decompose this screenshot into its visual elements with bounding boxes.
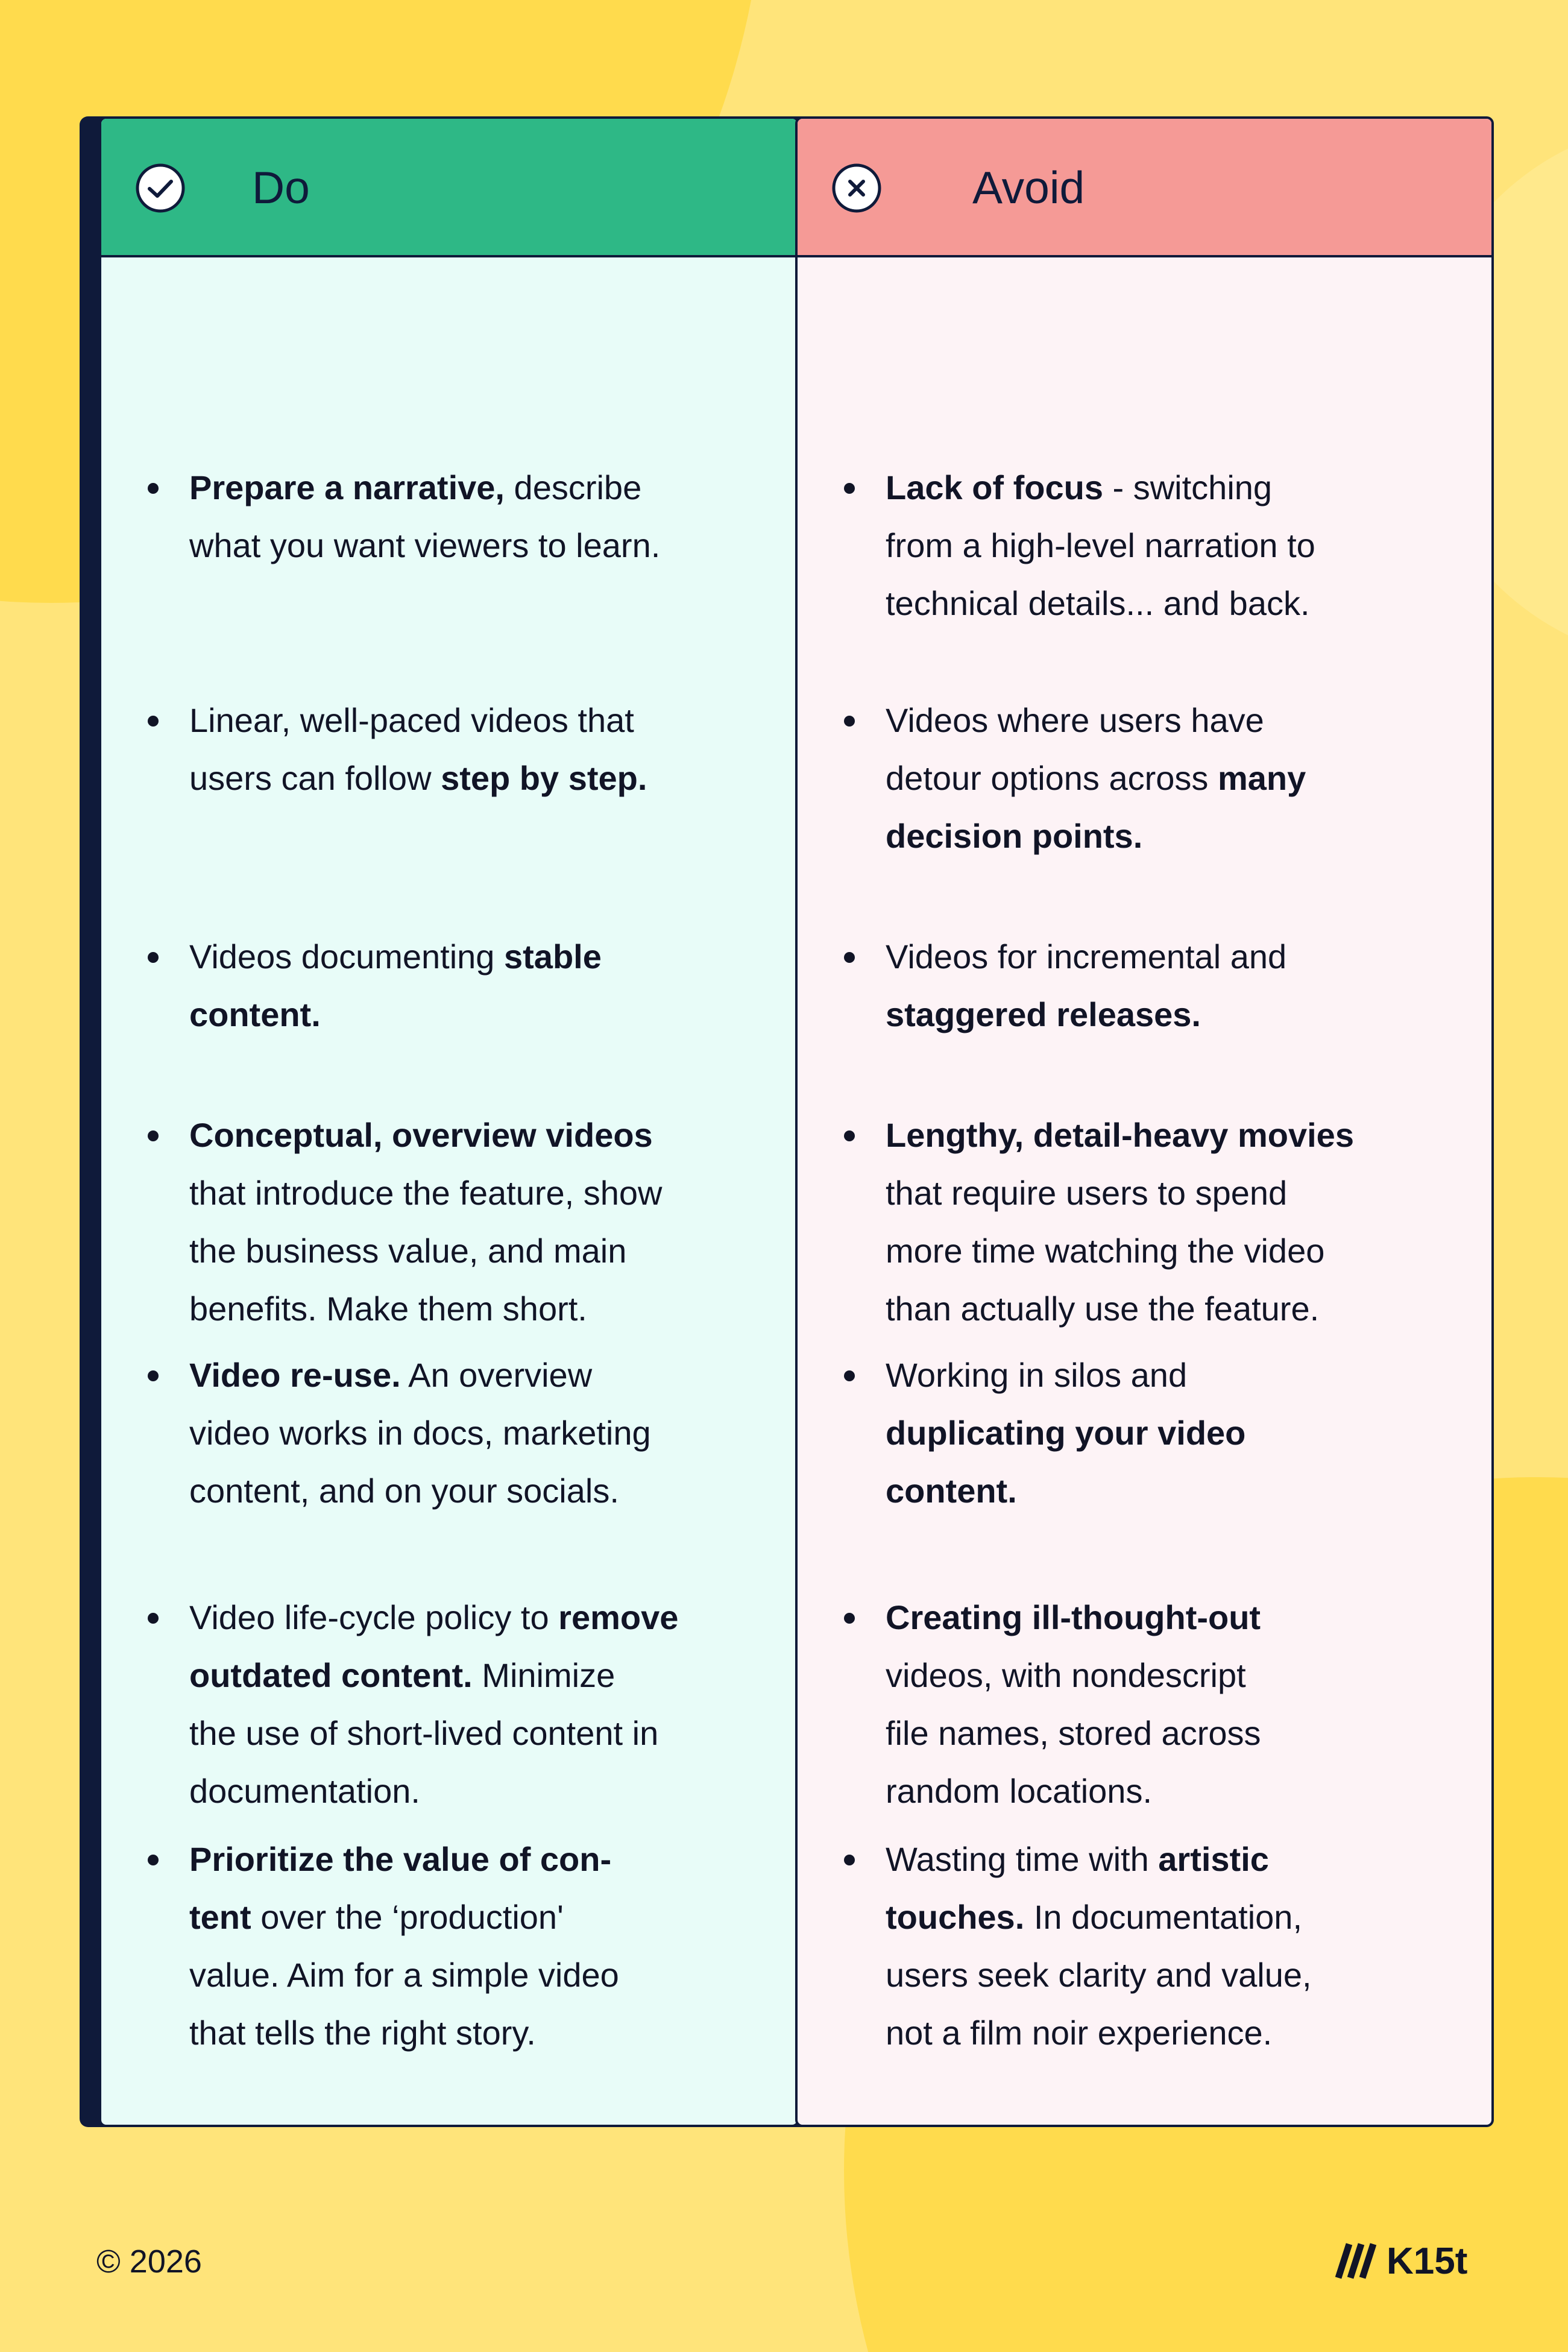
text: the business value, and main [189, 1232, 627, 1270]
bold-text: tent [189, 1898, 251, 1936]
list-item-line [189, 1346, 773, 1404]
bold-text: artistic [1158, 1840, 1269, 1878]
list-item-line [189, 459, 773, 517]
avoid-list-item [798, 1106, 1491, 1338]
text: than actually use the feature. [886, 1290, 1320, 1328]
text: what you want viewers to learn. [189, 526, 661, 564]
bullet-icon [148, 1370, 159, 1381]
list-item-line [886, 1404, 1467, 1462]
text: In documentation, [1024, 1898, 1303, 1936]
list-item-line [886, 1647, 1467, 1704]
bullet-icon [148, 952, 159, 963]
text: the use of short-lived content in [189, 1714, 659, 1752]
list-item-line [189, 1647, 773, 1704]
text: Wasting time with [886, 1840, 1159, 1878]
do-column [99, 116, 799, 2127]
bold-text: step by step. [441, 759, 647, 797]
text: random locations. [886, 1772, 1153, 1810]
text: An overview [400, 1356, 593, 1394]
bold-text: many [1217, 759, 1306, 797]
list-item-line [189, 1404, 773, 1462]
avoid-list-item [798, 1830, 1491, 2062]
do-list-item [101, 1589, 797, 1820]
list-item-line [189, 986, 773, 1044]
text: technical details... and back. [886, 584, 1310, 622]
text: more time watching the video [886, 1232, 1325, 1270]
list-item-line [189, 1946, 773, 2004]
do-list-item [101, 928, 797, 1044]
bold-text: staggered releases. [886, 995, 1201, 1033]
text: detour options across [886, 759, 1218, 797]
text: from a high-level narration to [886, 526, 1315, 564]
list-item-line [886, 749, 1467, 807]
bold-text: Prioritize the value of con- [189, 1840, 612, 1878]
list-item-line [189, 1222, 773, 1280]
avoid-list-item [798, 459, 1491, 632]
list-item-line [189, 1280, 773, 1338]
list-item-line [189, 1164, 773, 1222]
list-item-line [886, 517, 1467, 575]
list-item-line [886, 1762, 1467, 1820]
text: - switching [1103, 468, 1273, 506]
list-item-line [886, 1106, 1467, 1164]
do-list-item [101, 1346, 797, 1520]
bullet-icon [148, 483, 159, 494]
list-item-line [886, 575, 1467, 632]
do-list-item [101, 1830, 797, 2062]
list-item-line [886, 692, 1467, 749]
brand-logo [1333, 2238, 1467, 2284]
list-item-line [886, 1946, 1467, 2004]
text: benefits. Make them short. [189, 1290, 587, 1328]
avoid-list-item [798, 1589, 1491, 1820]
list-item-line [886, 1346, 1467, 1404]
list-item-line [886, 1589, 1467, 1647]
text: Linear, well-paced videos that [189, 701, 634, 739]
list-item-line [886, 928, 1467, 986]
bold-text: stable [504, 938, 602, 976]
bullet-icon [148, 1855, 159, 1865]
list-item-line [189, 1462, 773, 1520]
text: file names, stored across [886, 1714, 1261, 1752]
bold-text: Lengthy, detail-heavy movies [886, 1116, 1354, 1154]
text: over the ‘production' [251, 1898, 564, 1936]
avoid-column [795, 116, 1494, 2127]
text: videos, with nondescript [886, 1656, 1246, 1694]
list-item-line [189, 692, 773, 749]
avoid-list-item [798, 1346, 1491, 1520]
text: Videos where users have [886, 701, 1264, 739]
text: Videos for incremental and [886, 938, 1287, 976]
list-item-line [886, 459, 1467, 517]
avoid-column-title: Avoid [972, 162, 1085, 213]
text: not a film noir experience. [886, 2014, 1273, 2052]
text: Working in silos and [886, 1356, 1188, 1394]
list-item-line [189, 517, 773, 575]
bullet-icon [148, 1130, 159, 1141]
bold-text: touches. [886, 1898, 1025, 1936]
bold-text: Creating ill-thought-out [886, 1598, 1261, 1636]
text: content, and on your socials. [189, 1472, 619, 1510]
list-item-line [189, 1888, 773, 1946]
list-item-line [886, 1280, 1467, 1338]
bold-text: Prepare a narrative, [189, 468, 505, 506]
text: Minimize [472, 1656, 616, 1694]
bullet-icon [148, 716, 159, 727]
do-list-item [101, 459, 797, 575]
do-list-item [101, 692, 797, 807]
list-item-line [189, 1704, 773, 1762]
bullet-icon [844, 1613, 855, 1624]
list-item-line [886, 1164, 1467, 1222]
text: users seek clarity and value, [886, 1956, 1312, 1994]
list-item-line [189, 1589, 773, 1647]
list-item-line [189, 1830, 773, 1888]
text: Video life-cycle policy to [189, 1598, 559, 1636]
bold-text: Lack of focus [886, 468, 1103, 506]
bold-text: decision points. [886, 817, 1143, 855]
bold-text: duplicating your video [886, 1414, 1246, 1452]
text: that tells the right story. [189, 2014, 536, 2052]
bold-text: content. [189, 995, 321, 1033]
list-item-line [886, 1888, 1467, 1946]
bold-text: Video re-use. [189, 1356, 401, 1394]
text: that introduce the feature, show [189, 1174, 663, 1212]
bold-text: Conceptual, overview videos [189, 1116, 653, 1154]
check-circle-icon [135, 163, 186, 213]
do-column-title: Do [252, 162, 310, 213]
list-item-line [886, 1462, 1467, 1520]
bullet-icon [844, 716, 855, 727]
list-item-line [886, 1222, 1467, 1280]
text: that require users to spend [886, 1174, 1288, 1212]
avoid-column-header [798, 119, 1491, 257]
list-item-line [886, 986, 1467, 1044]
list-item-line [886, 807, 1467, 865]
x-circle-icon [831, 163, 882, 213]
avoid-list [798, 260, 1491, 2125]
list-item-line [886, 1704, 1467, 1762]
brand-name: K15t [1387, 2240, 1468, 2282]
bold-text: remove [558, 1598, 679, 1636]
text: users can follow [189, 759, 441, 797]
bold-text: outdated content. [189, 1656, 473, 1694]
bullet-icon [844, 1130, 855, 1141]
text: Videos documenting [189, 938, 504, 976]
bullet-icon [844, 483, 855, 494]
bullet-icon [844, 1855, 855, 1865]
list-item-line [189, 2004, 773, 2062]
avoid-list-item [798, 928, 1491, 1044]
text: documentation. [189, 1772, 420, 1810]
text: value. Aim for a simple video [189, 1956, 619, 1994]
list-item-line [189, 1762, 773, 1820]
do-column-header [101, 119, 797, 257]
list-item-line [886, 2004, 1467, 2062]
list-item-line [189, 749, 773, 807]
bullet-icon [844, 1370, 855, 1381]
do-list [101, 260, 797, 2125]
avoid-list-item [798, 692, 1491, 865]
bullet-icon [844, 952, 855, 963]
text: describe [504, 468, 642, 506]
list-item-line [886, 1830, 1467, 1888]
bold-text: content. [886, 1472, 1017, 1510]
text: video works in docs, marketing [189, 1414, 651, 1452]
do-list-item [101, 1106, 797, 1338]
bullet-icon [148, 1613, 159, 1624]
k15t-slashes-icon [1333, 2242, 1379, 2280]
copyright-text: © 2026 [96, 2243, 202, 2280]
list-item-line [189, 928, 773, 986]
do-avoid-table [80, 116, 1494, 2127]
list-item-line [189, 1106, 773, 1164]
